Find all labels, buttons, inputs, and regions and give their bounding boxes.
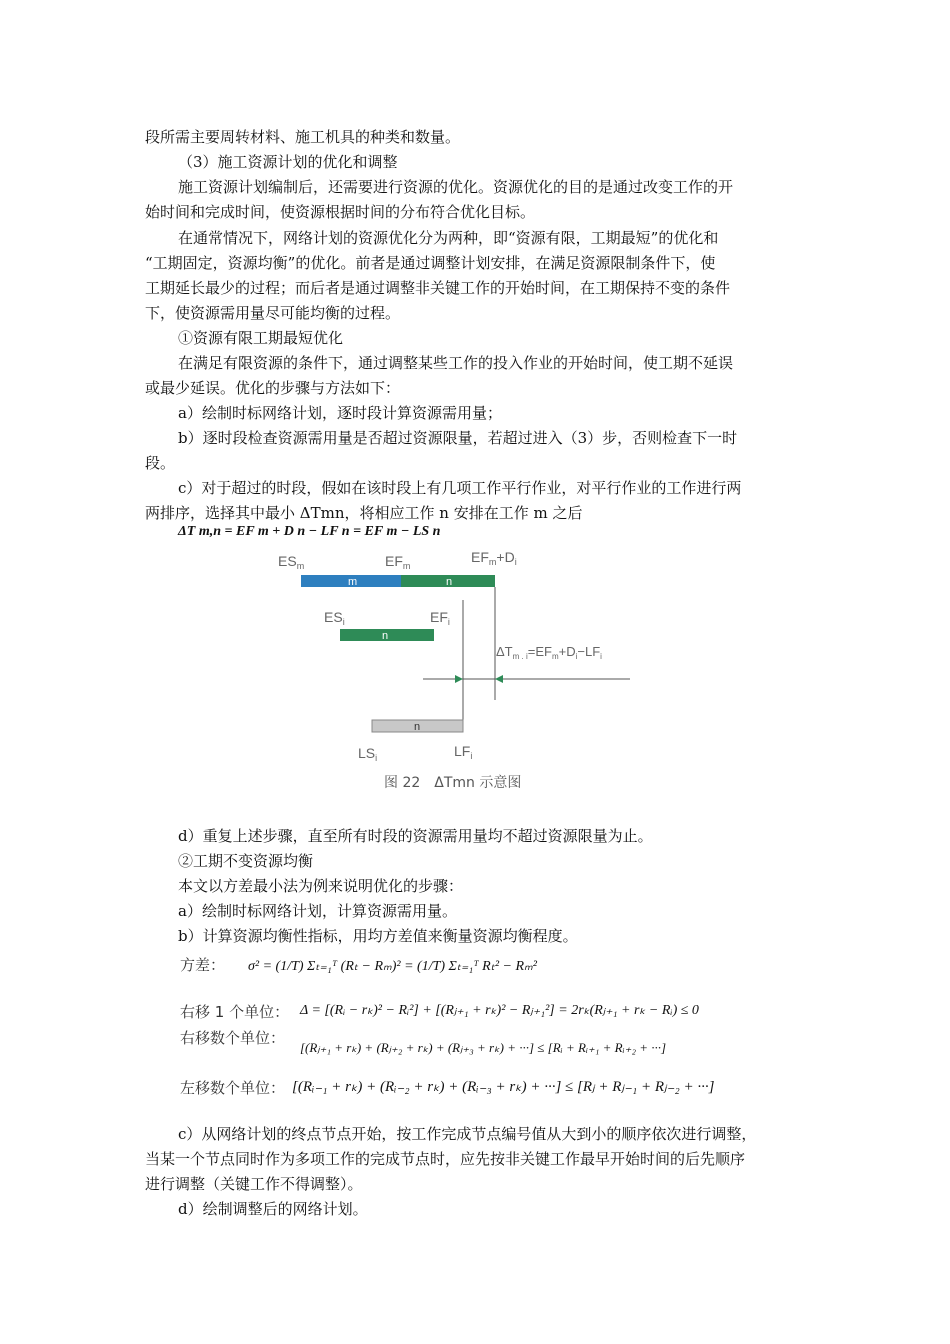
label-es-m: $ES_m$ bbox=[278, 553, 305, 571]
step-item: b）逐时段检查资源需用量是否超过资源限量，若超过进入（3）步，否则检查下一时 bbox=[178, 429, 738, 447]
delta-t-formula: ΔT m,n = EF m + D n − LF n = EF m − LS n bbox=[178, 524, 441, 539]
delta-t-diagram bbox=[260, 540, 660, 775]
step-item: a）绘制时标网络计划，逐时段计算资源需用量； bbox=[178, 404, 502, 422]
paragraph-line: 下，使资源需用量尽可能均衡的过程。 bbox=[145, 304, 401, 322]
section-heading: （3）施工资源计划的优化和调整 bbox=[178, 153, 398, 171]
paragraph-line: “工期固定，资源均衡”的优化。前者是通过调整计划安排，在满足资源限制条件下，使 bbox=[145, 254, 716, 272]
paragraph-line: 两排序，选择其中最小 ΔTmn，将相应工作 n 安排在工作 m 之后 bbox=[145, 504, 583, 522]
paragraph-line: 或最少延误。优化的步骤与方法如下： bbox=[145, 379, 401, 397]
paragraph-line: 在满足有限资源的条件下，通过调整某些工作的投入作业的开始时间，使工期不延误 bbox=[178, 354, 734, 372]
shiftn-label: 右移数个单位： bbox=[180, 1029, 286, 1047]
bar-n-top-label: n bbox=[446, 576, 453, 588]
paragraph-line: 段。 bbox=[145, 454, 176, 472]
paragraph-line: 在通常情况下，网络计划的资源优化分为两种，即“资源有限，工期最短”的优化和 bbox=[178, 229, 719, 247]
bar-n-bottom-label: n bbox=[414, 721, 421, 733]
shift1-label: 右移 1 个单位： bbox=[180, 1003, 290, 1021]
step-item: d）重复上述步骤，直至所有时段的资源需用量均不超过资源限量为止。 bbox=[178, 827, 653, 845]
variance-formula: σ² = (1/T) Σₜ₌₁ᵀ (Rₜ − Rₘ)² = (1/T) Σₜ₌₁ᵀ Rₜ² − Rₘ² bbox=[248, 959, 537, 974]
variance-label: 方差： bbox=[180, 956, 226, 974]
shiftn-formula: [(Rⱼ₊₁ + rₖ) + (Rⱼ₊₂ + rₖ) + (Rⱼ₊₃ + rₖ) + ···] ≤ [Rᵢ + Rᵢ₊₁ + Rᵢ₊₂ + ···] bbox=[300, 1040, 667, 1055]
paragraph-line: 本文以方差最小法为例来说明优化的步骤： bbox=[178, 877, 464, 895]
bar-m-label: m bbox=[348, 576, 358, 588]
label-ls-i: $LS_i$ bbox=[358, 745, 378, 763]
paragraph-line: 始时间和完成时间，使资源根据时间的分布符合优化目标。 bbox=[145, 203, 536, 221]
label-lf-i: $LF_i$ bbox=[454, 743, 473, 761]
subsection-heading: ①资源有限工期最短优化 bbox=[178, 329, 344, 347]
arrow-left bbox=[495, 675, 503, 683]
delta-expression: $\Delta T_{m . i}=EF_m+D_i-LF_i$ bbox=[496, 644, 602, 661]
paragraph-line: 进行调整（关键工作不得调整）。 bbox=[145, 1175, 363, 1193]
paragraph-line: 工期延长最少的过程；而后者是通过调整非关键工作的开始时间，在工期保持不变的条件 bbox=[145, 279, 731, 297]
step-item: b）计算资源均衡性指标，用均方差值来衡量资源均衡程度。 bbox=[178, 927, 578, 945]
shift1-formula: Δ = [(Rᵢ − rₖ)² − Rᵢ²] + [(Rⱼ₊₁ + rₖ)² − Rⱼ₊₁²] = 2rₖ(Rⱼ₊₁ + rₖ − Rᵢ) ≤ 0 bbox=[300, 1003, 699, 1018]
label-ef-m: $EF_m$ bbox=[385, 553, 411, 571]
leftn-label: 左移数个单位： bbox=[180, 1079, 286, 1097]
subsection-heading: ②工期不变资源均衡 bbox=[178, 852, 314, 870]
paragraph-line: 当某一个节点同时作为多项工作的完成节点时，应先按非关键工作最早开始时间的后先顺序 bbox=[145, 1150, 746, 1168]
label-es-i: $ES_i$ bbox=[324, 609, 345, 627]
label-ef-i: $EF_i$ bbox=[430, 609, 450, 627]
figure-caption: 图 22 ΔTmn 示意图 bbox=[384, 775, 522, 791]
step-item: a）绘制时标网络计划，计算资源需用量。 bbox=[178, 902, 457, 920]
step-item: c）对于超过的时段，假如在该时段上有几项工作平行作业，对平行作业的工作进行两 bbox=[178, 479, 742, 497]
step-item: c）从网络计划的终点节点开始，按工作完成节点编号值从大到小的顺序依次进行调整， bbox=[178, 1125, 757, 1143]
arrow-right bbox=[455, 675, 463, 683]
paragraph-line: 施工资源计划编制后，还需要进行资源的优化。资源优化的目的是通过改变工作的开 bbox=[178, 178, 734, 196]
step-item: d）绘制调整后的网络计划。 bbox=[178, 1200, 368, 1218]
bar-n-mid-label: n bbox=[382, 630, 389, 642]
label-ef-m-plus-d: $EF_m+D_i$ bbox=[471, 549, 517, 567]
paragraph-line: 段所需主要周转材料、施工机具的种类和数量。 bbox=[145, 128, 461, 146]
leftn-formula: [(Rᵢ₋₁ + rₖ) + (Rᵢ₋₂ + rₖ) + (Rᵢ₋₃ + rₖ) + ···] ≤ [Rⱼ + Rⱼ₋₁ + Rⱼ₋₂ + ···] bbox=[292, 1079, 715, 1095]
